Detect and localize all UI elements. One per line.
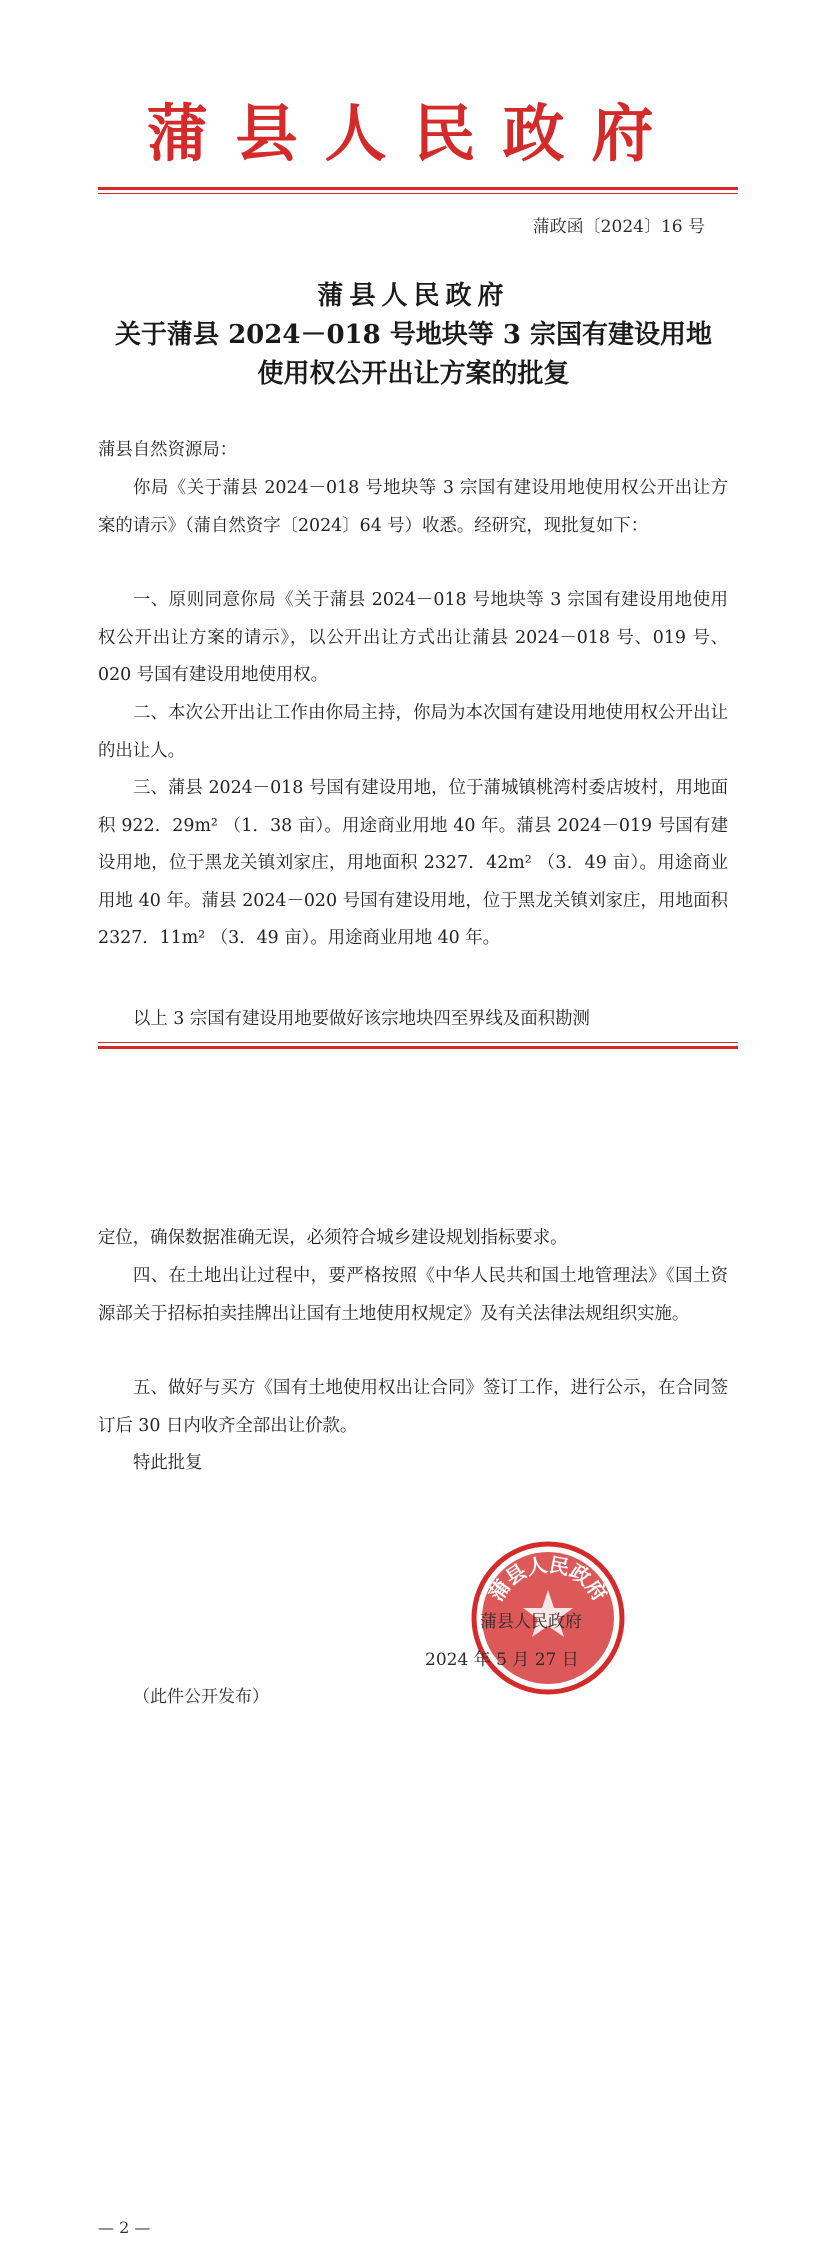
page-number: — 2 —	[98, 2218, 151, 2237]
item-3-paragraph: 三、蒲县 2024－018 号国有建设用地，位于蒲城镇桃湾村委店坡村，用地面积 922．29m² （1．38 亩）。用途商业用地 40 年。蒲县 2024－019 号国有建设用地，位于黑龙关镇刘家庄，用地面积 2327．42m² （3．49 亩）。用途商业用地 40 年。蒲县 2024－020 号国有建设用地，位于黑龙关镇刘家庄，用地面积 2327．11m² （3．49 亩）。用途商业用地 40 年。	[98, 778, 728, 948]
item-4-paragraph: 四、在土地出让过程中，要严格按照《中华人民共和国土地管理法》《国土资源部关于招标拍卖挂牌出让国有土地使用权规定》及有关法律法规组织实施。	[98, 1266, 728, 1324]
header-red-line-thin	[98, 193, 738, 194]
publication-note: （此件公开发布）	[133, 1687, 269, 1707]
header-red-line-thick	[98, 187, 738, 190]
intro-paragraph: 你局《关于蒲县 2024－018 号地块等 3 宗国有建设用地使用权公开出让方案的请示》（蒲自然资字〔2024〕64 号）收悉。经研究，现批复如下：	[98, 478, 728, 536]
signature-date: 2024 年 5 月 27 日	[425, 1650, 579, 1670]
title-line-2: 关于蒲县 2024－018 号地块等 3 宗国有建设用地	[115, 320, 712, 350]
item-1-paragraph: 一、原则同意你局《关于蒲县 2024－018 号地块等 3 宗国有建设用地使用权公开出让方案的请示》，以公开出让方式出让蒲县 2024－018 号、019 号、020 号国有建设用地使用权。	[98, 590, 728, 685]
page-2-continuation: 定位，确保数据准确无误，必须符合城乡建设规划指标要求。	[98, 1228, 568, 1248]
item-5-paragraph: 五、做好与买方《国有土地使用权出让合同》签订工作，进行公示，在合同签订后 30 日内收齐全部出让价款。	[98, 1378, 728, 1436]
addressee: 蒲县自然资源局：	[98, 440, 238, 460]
title-line-3: 使用权公开出让方案的批复	[257, 359, 570, 389]
closing-line: 特此批复	[133, 1453, 203, 1473]
red-header-title: 蒲县人民政府	[146, 97, 681, 170]
svg-text:蒲县人民政府: 蒲县人民政府	[483, 1552, 613, 1606]
footer-red-line-thick	[98, 1046, 738, 1049]
footer-red-line-thin	[98, 1042, 738, 1043]
signature-organization: 蒲县人民政府	[480, 1612, 582, 1632]
item-2-paragraph: 二、本次公开出让工作由你局主持，你局为本次国有建设用地使用权公开出让的出让人。	[98, 703, 728, 761]
title-line-1: 蒲县人民政府	[317, 281, 510, 311]
page-1-tail-line: 以上 3 宗国有建设用地要做好该宗地块四至界线及面积勘测	[133, 1009, 590, 1029]
document-number: 蒲政函〔2024〕16 号	[532, 217, 705, 237]
